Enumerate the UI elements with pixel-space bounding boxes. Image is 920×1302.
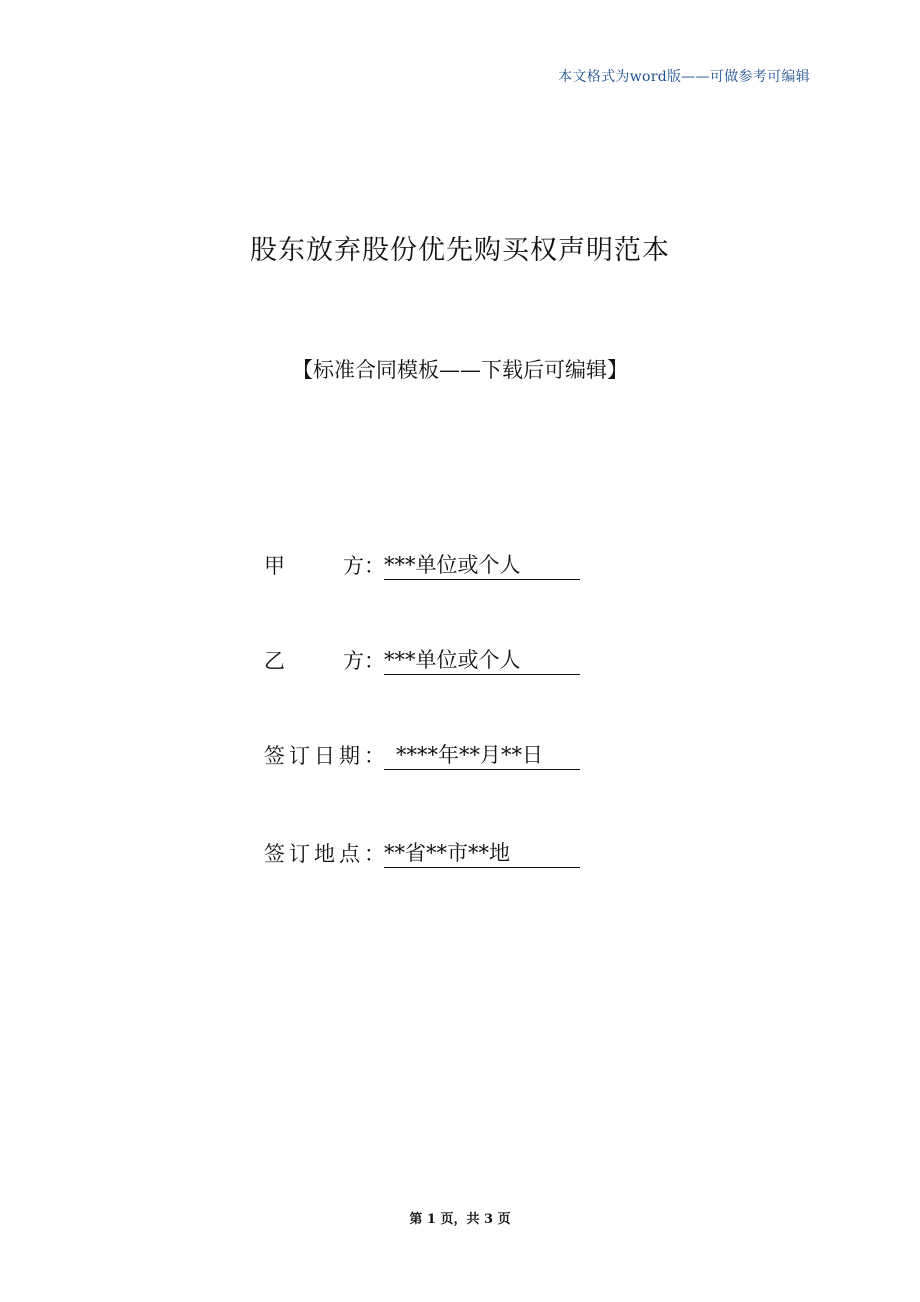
party-b-label bbox=[264, 645, 364, 675]
document-subtitle: 【标准合同模板——下载后可编辑】 bbox=[292, 358, 628, 382]
party-a-label-second: 方 bbox=[343, 554, 364, 578]
sign-place-row bbox=[264, 836, 580, 868]
document-title: 股东放弃股份优先购买权声明范本 bbox=[250, 235, 670, 266]
party-b-colon: ： bbox=[364, 649, 385, 673]
party-a-row bbox=[264, 548, 580, 580]
party-a-value[interactable]: ***单位或个人 bbox=[384, 552, 580, 580]
party-b-value[interactable]: ***单位或个人 bbox=[384, 647, 580, 675]
sign-place-colon: ： bbox=[364, 842, 385, 866]
party-b-label-second: 方 bbox=[343, 649, 364, 673]
sign-place-label: 签订地点 bbox=[264, 842, 364, 866]
sign-date-value[interactable]: ****年**月**日 bbox=[384, 742, 580, 770]
page-number: 第 1 页，共 3 页 bbox=[409, 1212, 511, 1227]
sign-place-value[interactable]: **省**市**地 bbox=[384, 840, 580, 868]
party-a-label bbox=[264, 550, 364, 580]
party-b-label-first: 乙 bbox=[264, 649, 285, 673]
party-a-label-first: 甲 bbox=[264, 554, 285, 578]
party-b-row bbox=[264, 643, 580, 675]
party-a-colon: ： bbox=[364, 554, 385, 578]
sign-date-colon: ： bbox=[364, 744, 385, 768]
header-note: 本文格式为word版——可做参考可编辑 bbox=[558, 69, 810, 85]
sign-date-row bbox=[264, 738, 580, 770]
sign-date-label: 签订日期 bbox=[264, 744, 364, 768]
